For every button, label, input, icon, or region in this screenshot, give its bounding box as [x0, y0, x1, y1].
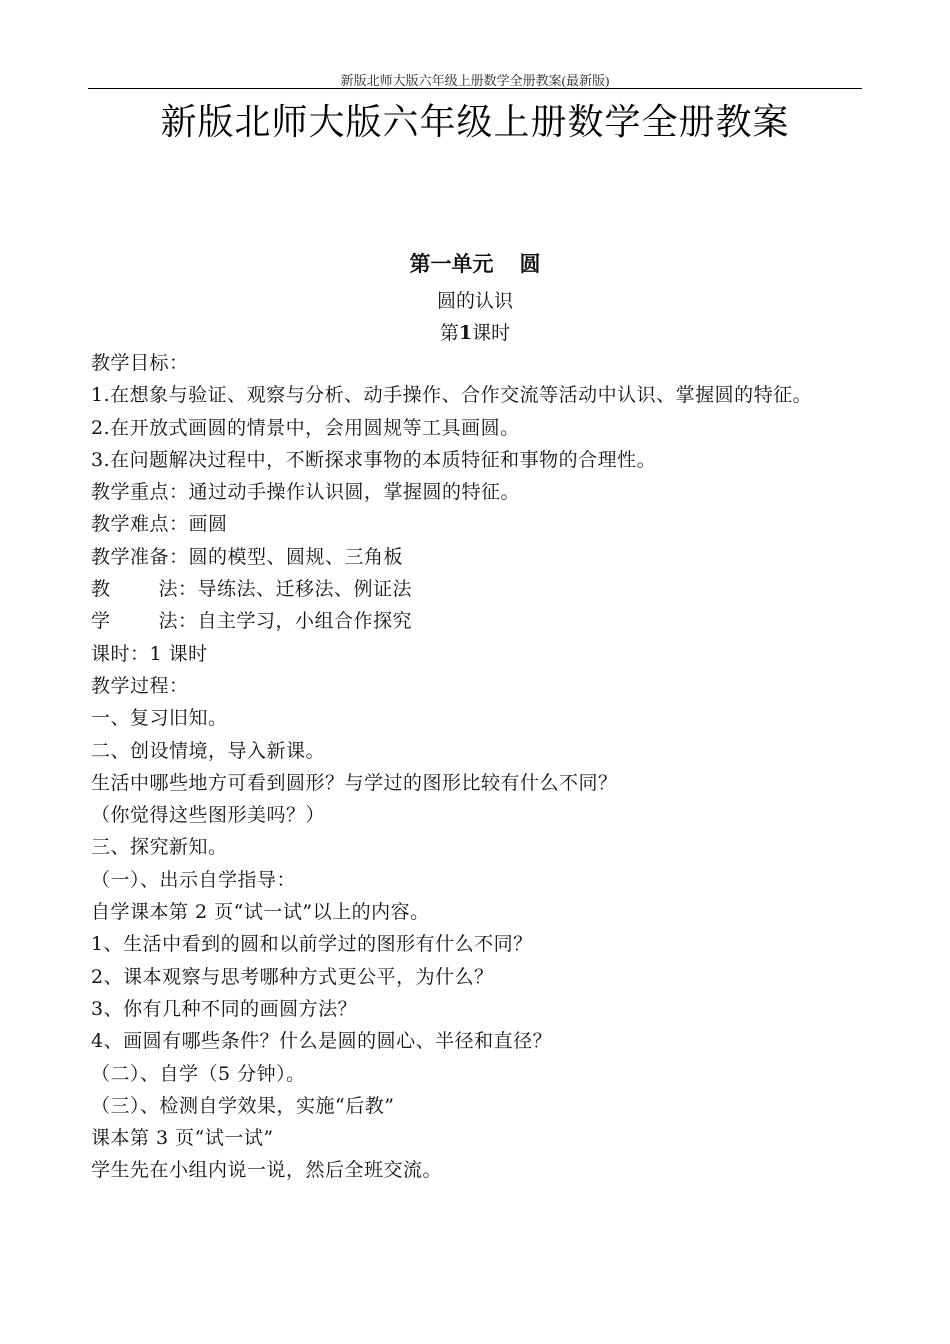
running-header: 新版北师大版六年级上册数学全册教案(最新版): [340, 73, 610, 88]
teaching-method-b: 法：导练法、迁移法、例证法: [158, 578, 413, 601]
learning-method: [91, 605, 863, 637]
sub-check: （三）、检测自学效果，实施“后教”: [91, 1094, 395, 1117]
process-heading: 教学过程：: [91, 674, 189, 697]
objective-3: 3.在问题解决过程中，不断探求事物的本质特征和事物的合理性。: [91, 448, 657, 471]
lesson-period: [0, 318, 950, 345]
document-title: 新版北师大版六年级上册数学全册教案: [160, 102, 790, 143]
guide-item-4: 4、画圆有哪些条件？什么是圆的圆心、半径和直径？: [91, 1030, 553, 1053]
key-points: 教学重点：通过动手操作认识圆，掌握圆的特征。: [91, 481, 521, 504]
lesson-period-number: 1: [458, 322, 473, 344]
step-review: 一、复习旧知。: [91, 707, 228, 730]
sub-self-study: （二）、自学（5 分钟）。: [91, 1062, 306, 1085]
unit-title: [0, 248, 950, 278]
objectives-heading: 教学目标：: [91, 352, 189, 374]
textbook-reference: 课本第 3 页“试一试”: [91, 1127, 274, 1150]
teaching-method: [91, 573, 863, 605]
step-introduce: 二、创设情境，导入新课。: [91, 739, 326, 762]
preparation: 教学准备：圆的模型、圆规、三角板: [91, 545, 404, 568]
teaching-method-a: 教: [91, 578, 111, 601]
lesson-topic: 圆的认识: [436, 290, 513, 312]
header-rule: [88, 88, 862, 89]
unit-topic: 圆: [519, 251, 541, 276]
lesson-body: [91, 347, 863, 1187]
lesson-period-prefix: 第: [439, 322, 459, 344]
objective-1: 1.在想象与验证、观察与分析、动手操作、合作交流等活动中认识、掌握圆的特征。: [91, 384, 813, 407]
group-discussion: 学生先在小组内说一说，然后全班交流。: [91, 1159, 443, 1182]
lesson-period-suffix: 课时: [472, 322, 511, 344]
step-explore: 三、探究新知。: [91, 836, 228, 859]
learning-method-b: 法：自主学习，小组合作探究: [158, 610, 413, 633]
learning-method-a: 学: [91, 610, 111, 633]
difficulty: 教学难点：画圆: [91, 513, 228, 536]
guide-item-3: 3、你有几种不同的画圆方法？: [91, 997, 358, 1020]
guide-intro: 自学课本第 2 页“试一试”以上的内容。: [91, 901, 430, 924]
class-hours: 课时：1 课时: [91, 642, 208, 665]
question-circle-life: 生活中哪些地方可看到圆形？与学过的图形比较有什么不同？: [91, 771, 618, 794]
question-beauty: （你觉得这些图形美吗？）: [91, 804, 326, 827]
unit-name: 第一单元: [409, 251, 494, 276]
guide-item-1: 1、生活中看到的圆和以前学过的图形有什么不同？: [91, 933, 533, 956]
guide-item-2: 2、课本观察与思考哪种方式更公平，为什么？: [91, 965, 494, 988]
sub-guide-heading: （一）、出示自学指导：: [91, 868, 297, 891]
objective-2: 2.在开放式画圆的情景中，会用圆规等工具画圆。: [91, 416, 520, 439]
